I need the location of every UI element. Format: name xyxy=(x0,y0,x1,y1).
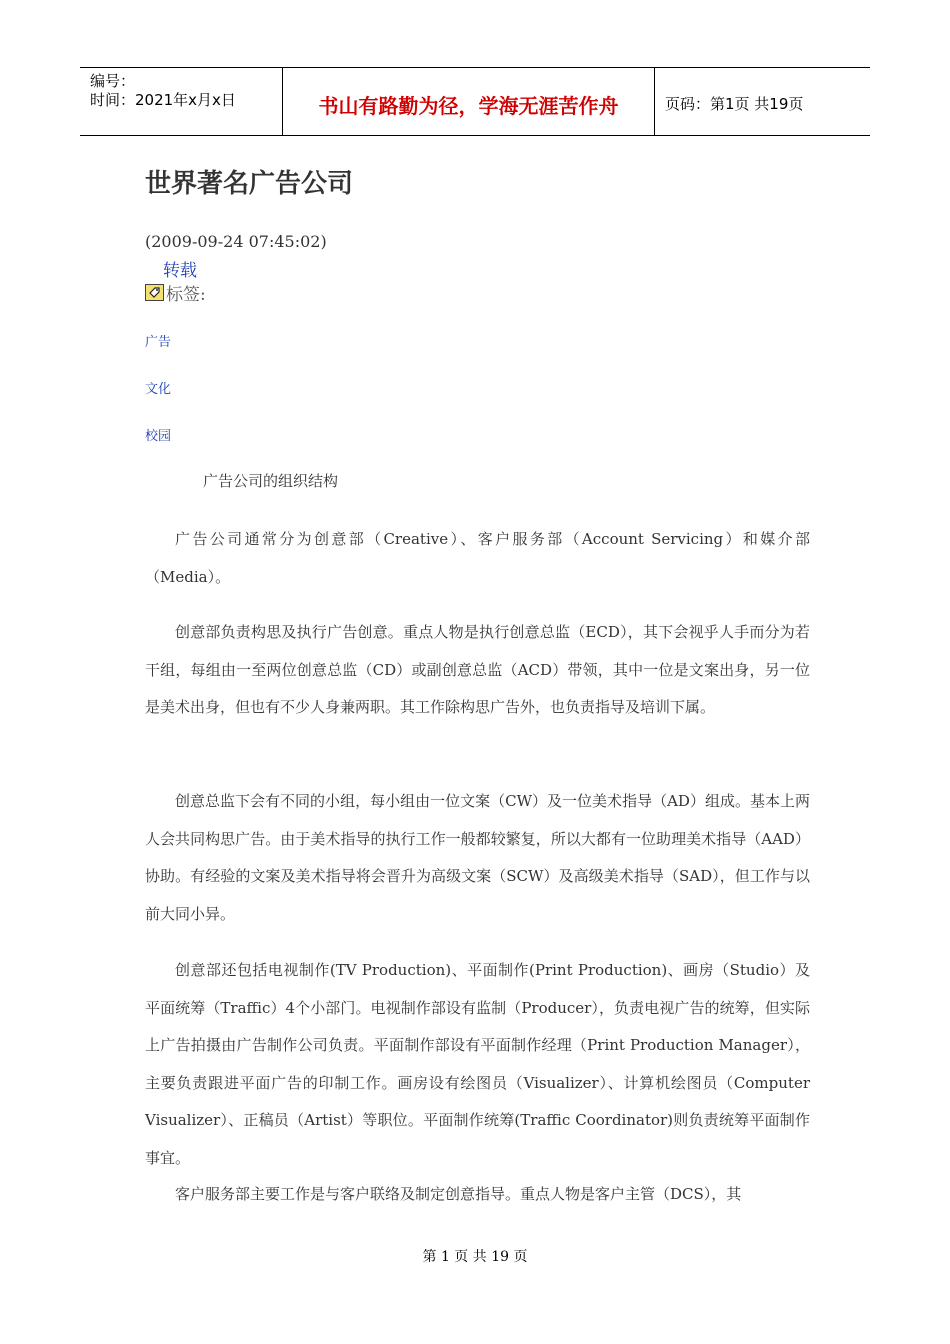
paragraph-5: 客户服务部主要工作是与客户联络及制定创意指导。重点人物是客户主管（DCS），其 xyxy=(175,1185,742,1203)
tag-link-ad[interactable]: 广告 xyxy=(145,335,172,350)
tags-label: 标签: xyxy=(166,285,206,305)
section-heading: 广告公司的组织结构 xyxy=(203,472,339,490)
header-page-info: 页码：第1页 共19页 xyxy=(665,95,804,113)
page-footer: 第 1 页 共 19 页 xyxy=(422,1249,528,1265)
tag-link-campus[interactable]: 校园 xyxy=(145,429,172,444)
tag-icon xyxy=(145,284,164,301)
repost-link[interactable]: 转载 xyxy=(163,261,197,281)
paragraph-1: 广告公司通常分为创意部（Creative）、客户服务部（Account Servicing）和媒介部（Media）。 xyxy=(145,530,810,586)
date-label: 时间：2021年x月x日 xyxy=(90,91,236,109)
post-timestamp: (2009-09-24 07:45:02) xyxy=(145,232,327,251)
paragraph-3: 创意总监下会有不同的小组，每小组由一位文案（CW）及一位美术指导（AD）组成。基本上两人会共同构思广告。由于美术指导的执行工作一般都较繁复，所以大都有一位助理美术指导（AAD）协助。有经验的文案及美术指导将会晋升为高级文案（SCW）及高级美术指导（SAD），但工作与以前大同小异。 xyxy=(145,792,810,923)
tag-link-culture[interactable]: 文化 xyxy=(145,382,172,397)
paragraph-2: 创意部负责构思及执行广告创意。重点人物是执行创意总监（ECD），其下会视乎人手而分为若干组，每组由一至两位创意总监（CD）或副创意总监（ACD）带领，其中一位是文案出身，另一位是美术出身，但也有不少人身兼两职。其工作除构思广告外，也负责指导及培训下属。 xyxy=(145,623,810,716)
serial-number-label: 编号： xyxy=(90,72,136,90)
article-title: 世界著名广告公司 xyxy=(145,169,354,199)
paragraph-4: 创意部还包括电视制作(TV Production)、平面制作(Print Production)、画房（Studio）及平面统筹（Traffic）4个小部门。电视制作部设有监制（Producer），负责电视广告的统筹，但实际上广告拍摄由广告制作公司负责。平面制作部设有平面制作经理（Print Production Manager），主要负责跟进平面广告的印制工作。画房设有绘图员（Visualizer）、计算机绘图员（Computer Visualizer）、正稿员（Artist）等职位。平面制作统筹(Traffic Coordinator)则负责统筹平面制作事宜。 xyxy=(145,961,810,1167)
tags-row xyxy=(145,280,206,305)
header-motto: 书山有路勤为径，学海无涯苦作舟 xyxy=(282,68,655,135)
header-meta-cell xyxy=(80,68,282,135)
document-header xyxy=(80,67,870,136)
